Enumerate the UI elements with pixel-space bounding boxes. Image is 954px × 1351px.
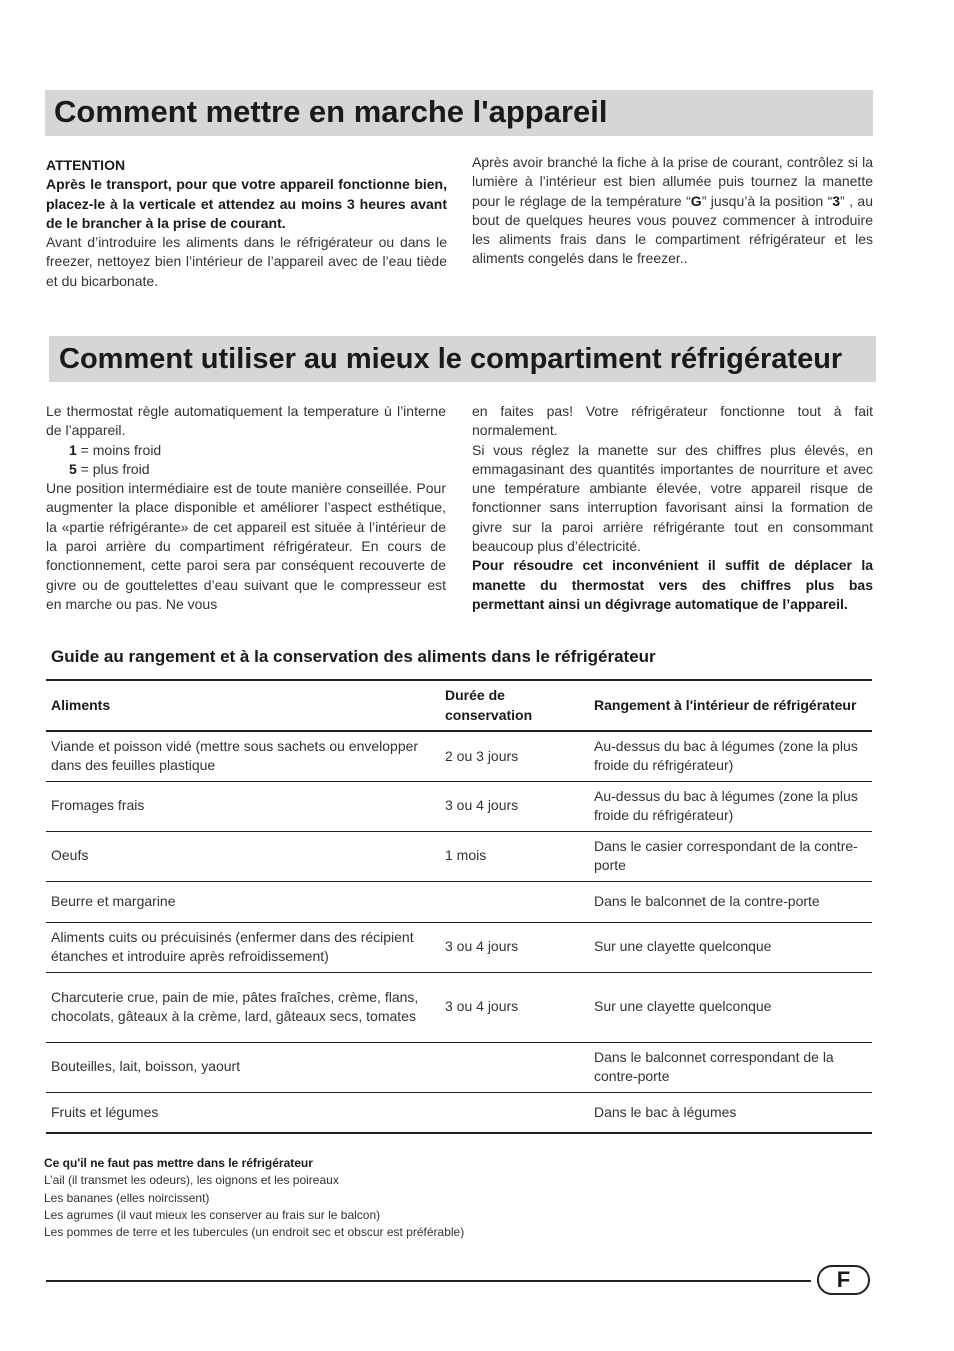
header-duree: Durée de conservation — [440, 680, 589, 731]
list-item: Les bananes (elles noircissent) — [44, 1190, 210, 1205]
section-title: Comment mettre en marche l'appareil — [54, 94, 608, 129]
table-row — [46, 1042, 872, 1092]
cell-rangement: Au-dessus du bac à légumes (zone la plus froide du réfrigérateur) — [589, 781, 872, 831]
cell-rangement: Sur une clayette quelconque — [589, 972, 872, 1042]
section-title-bar — [45, 90, 873, 136]
right-paragraph-2: Si vous réglez la manette sur des chiffres plus élevés, en emmagasinant des quantités importantes de nourriture et avec une température ambiante élevée, votre appareil risque de fonctionner sans interruption favorisant ainsi la formation de givre sur la paroi arrière réfrigérante tout en consommant beaucoup plus d’électricité. — [472, 441, 873, 555]
cell-aliment: Bouteilles, lait, boisson, yaourt — [46, 1042, 440, 1092]
cell-aliment: Fromages frais — [46, 781, 440, 831]
cell-aliment: Aliments cuits ou précuisinés (enfermer dans des récipient étanches et introduire après refroidissement) — [46, 922, 440, 972]
section2-left-column — [46, 402, 446, 614]
setting-1-line: 1 = moins froid — [69, 441, 162, 458]
attention-warning: Après le transport, pour que votre appareil fonctionne bien, placez-le à la verticale et attendez au moins 3 heures avant de le brancher à la prise de courant. — [46, 176, 447, 231]
cell-duree — [440, 1092, 589, 1133]
cell-rangement: Dans le casier correspondant de la contre-porte — [589, 831, 872, 881]
section2-right-column — [472, 402, 873, 614]
section1-left-column — [46, 156, 447, 291]
start-instructions: Après avoir branché la fiche à la prise de courant, contrôlez si la lumière à l’intérieur est bien allumée puis tournez la manette pour le réglage de la température “G” jusqu’à la position “3” , au bout de quelques heures vous pouvez commencer à introduire les aliments frais dans le compartiment réfrigérateur et les aliments congelés dans le freezer.. — [472, 154, 874, 267]
table-row — [46, 972, 872, 1042]
thermostat-intro: Le thermostat règle automatiquement la temperature ù l’interne de l’appareil. — [46, 403, 446, 439]
food-storage-table — [46, 679, 872, 1134]
cell-duree: 2 ou 3 jours — [440, 731, 589, 781]
cell-duree: 3 ou 4 jours — [440, 922, 589, 972]
cell-rangement: Dans le balconnet correspondant de la contre-porte — [589, 1042, 872, 1092]
table-row — [46, 881, 872, 922]
cell-rangement: Sur une clayette quelconque — [589, 922, 872, 972]
table-row — [46, 831, 872, 881]
cell-duree — [440, 1042, 589, 1092]
section-title: Comment utiliser au mieux le compartiment réfrigérateur — [59, 343, 843, 375]
cell-rangement: Dans le balconnet de la contre-porte — [589, 881, 872, 922]
section1-right-column — [472, 153, 873, 269]
language-badge: F — [817, 1265, 870, 1295]
guide-title: Guide au rangement et à la conservation des aliments dans le réfrigérateur — [51, 647, 656, 666]
header-rangement: Rangement à l'intérieur de réfrigérateur — [589, 680, 872, 731]
right-paragraph-bold: Pour résoudre cet inconvénient il suffit de déplacer la manette du thermostat vers des chiffres plus bas permettant ainsi un dégivrage automatique de l’appareil. — [472, 557, 873, 612]
table-header-row — [46, 680, 872, 731]
do-not-store-title: Ce qu'il ne faut pas mettre dans le réfrigérateur — [44, 1156, 313, 1170]
do-not-store-list — [44, 1155, 464, 1241]
setting-3: 3 — [832, 192, 841, 209]
cell-aliment: Viande et poisson vidé (mettre sous sachets ou envelopper dans des feuilles plastique — [46, 731, 440, 781]
table-row — [46, 922, 872, 972]
setting-g: G — [690, 192, 702, 209]
right-paragraph-1: en faites pas! Votre réfrigérateur fonctionne tout à fait normalement. — [472, 403, 873, 439]
attention-text: Avant d’introduire les aliments dans le réfrigérateur ou dans le freezer, nettoyez bien l’intérieur de l’appareil avec de l’eau tiède et du bicarbonate. — [46, 234, 447, 289]
cell-rangement: Dans le bac à légumes — [589, 1092, 872, 1133]
table-row — [46, 781, 872, 831]
cell-rangement: Au-dessus du bac à légumes (zone la plus froide du réfrigérateur) — [589, 731, 872, 781]
thermostat-text: Une position intermédiaire est de toute manière conseillée. Pour augmenter la place disponible et améliorer l’aspect esthétique, la «partie réfrigérante» de cet appareil est située à l’intérieur de la paroi arrière du compartiment réfrigérateur. En cours de fonctionnement, cette paroi sera par conséquent recouverte de givre ou de gouttelettes d’eau suivant que le compresseur est en marche ou pas. Ne vous — [46, 480, 446, 612]
list-item: L’ail (il transmet les odeurs), les oignons et les poireaux — [44, 1173, 339, 1188]
cell-duree: 1 mois — [440, 831, 589, 881]
section-title-bar — [49, 336, 876, 382]
table-row — [46, 1092, 872, 1133]
cell-duree: 3 ou 4 jours — [440, 972, 589, 1042]
footer-divider — [46, 1280, 811, 1282]
cell-aliment: Fruits et légumes — [46, 1092, 440, 1133]
attention-label: ATTENTION — [46, 157, 126, 173]
table-row — [46, 731, 872, 781]
cell-duree: 3 ou 4 jours — [440, 781, 589, 831]
cell-aliment: Charcuterie crue, pain de mie, pâtes fraîches, crème, flans, chocolats, gâteaux à la crème, lard, gâteaux secs, tomates — [46, 972, 440, 1042]
header-aliments: Aliments — [46, 680, 440, 731]
list-item: Les pommes de terre et les tubercules (un endroit sec et obscur est préférable) — [44, 1225, 465, 1240]
setting-5-line: 5 = plus froid — [69, 460, 150, 477]
cell-duree — [440, 881, 589, 922]
cell-aliment: Beurre et margarine — [46, 881, 440, 922]
list-item: Les agrumes (il vaut mieux les conserver au frais sur le balcon) — [44, 1207, 381, 1222]
cell-aliment: Oeufs — [46, 831, 440, 881]
